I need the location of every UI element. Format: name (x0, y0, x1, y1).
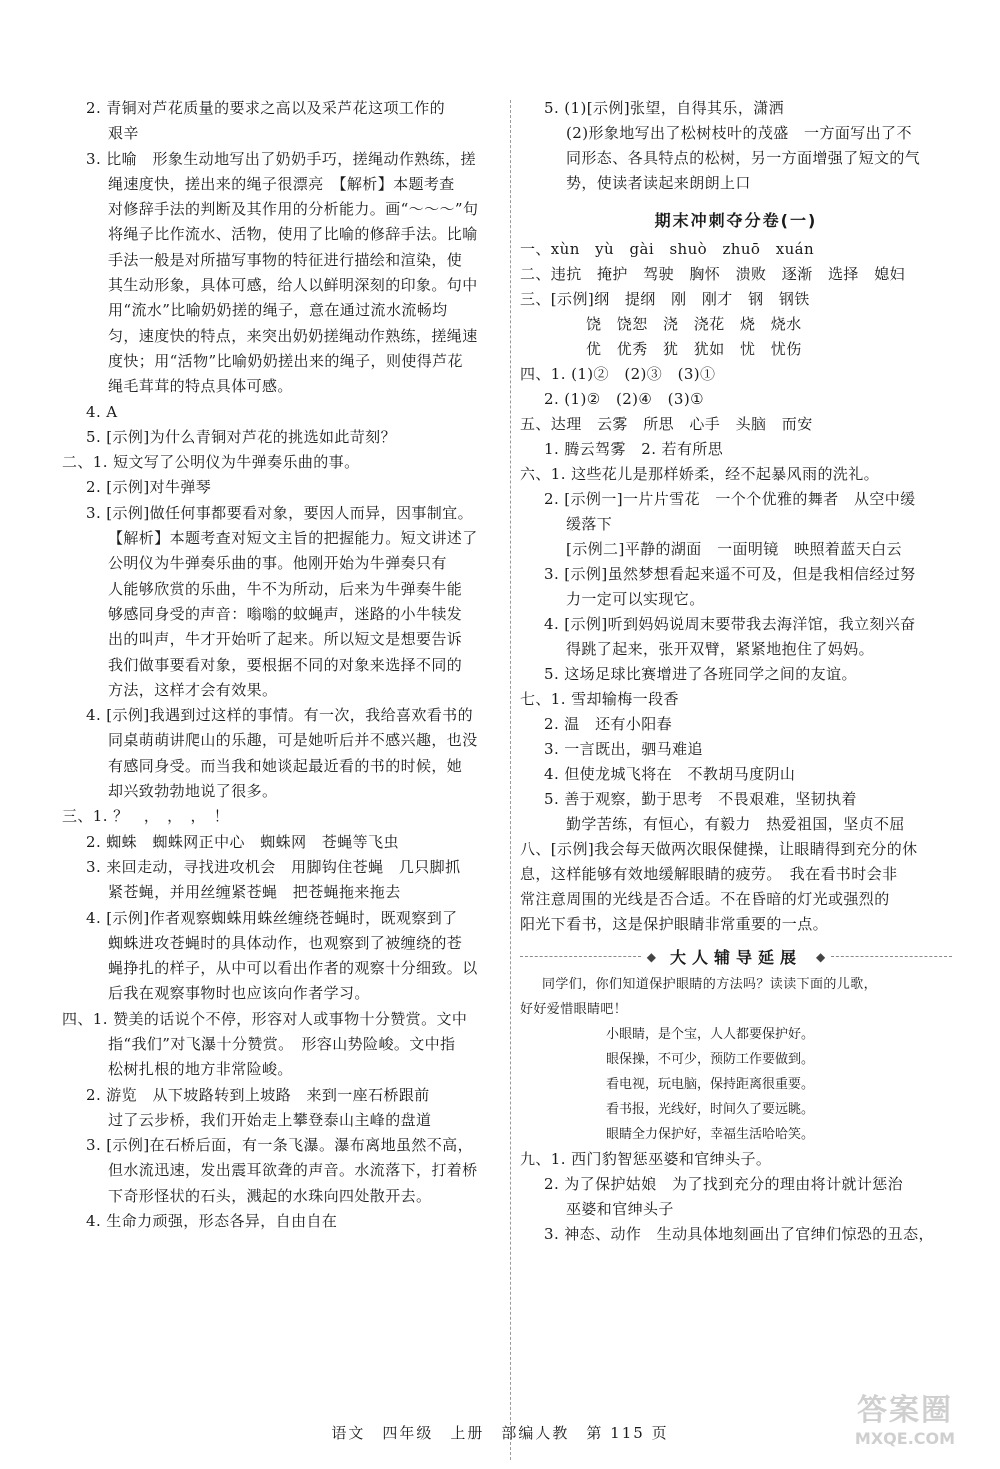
answer-line: 度快；用“活物”比喻奶奶搓出来的绳子，则使得芦花 (108, 351, 463, 370)
banner-rule-left (520, 956, 641, 957)
answer-line: 3. 来回走动，寻找进攻机会 用脚钩住苍蝇 几只脚抓 (86, 857, 461, 876)
answer-line: 二、违抗 掩护 驾驶 胸怀 溃败 逐渐 选择 媳妇 (520, 265, 906, 283)
answer-line: 蜘蛛进攻苍蝇时的具体动作，也观察到了被缠绕的苍 (108, 933, 463, 952)
answer-line: 六、1. 这些花儿是那样娇柔，经不起暴风雨的洗礼。 (520, 465, 880, 483)
nursery-rhyme (520, 1022, 952, 1147)
answer-line: 4. A (86, 402, 118, 421)
answer-line: 3. 神态、动作 生动具体地刻画出了官绅们惊恐的丑态， (544, 1225, 934, 1243)
answer-line: 2. [示例一]一片片雪花 一个个优雅的舞者 从空中缓 (544, 490, 916, 508)
answer-line: (2)形象地写出了松树枝叶的茂盛 一方面写出了不 (566, 124, 912, 142)
poem-line: 看书报，光线好，时间久了要远眺。 (606, 1102, 815, 1117)
answer-line: 2. [示例]对牛弹琴 (86, 478, 212, 497)
answer-line: 2. 为了保护姑娘 为了找到充分的理由将计就计惩治 (544, 1175, 904, 1193)
answer-line: 3. [示例]做任何事都要看对象，要因人而异，因事制宜。 (86, 503, 473, 522)
answer-line: 同桌萌萌讲爬山的乐趣，可是她听后并不感兴趣，也没 (108, 731, 478, 750)
answer-line: 蝇挣扎的样子，从中可以看出作者的观察十分细致。以 (108, 959, 478, 978)
answer-line: 5. 这场足球比赛增进了各班同学之间的友谊。 (544, 665, 857, 683)
answer-line: 四、1. 赞美的话说个不停，形容对人或事物十分赞赏。文中 (62, 1009, 468, 1028)
banner-star-icon: ◆ (646, 949, 656, 964)
answer-line: 勤学苦练，有恒心，有毅力 热爱祖国，坚贞不屈 (566, 815, 905, 833)
answer-line: 常注意周围的光线是否合适。不在昏暗的灯光或强烈的 (520, 890, 890, 908)
answer-line: 阳光下看书，这是保护眼睛非常重要的一点。 (520, 915, 829, 933)
banner-intro-line: 同学们，你们知道保护眼睛的方法吗？读读下面的儿歌， (542, 977, 878, 992)
answer-line: 息，这样能够有效地缓解眼睛的疲劳。 我在看书时会非 (520, 865, 898, 883)
answer-line: 方法，这样才会有效果。 (108, 680, 278, 699)
answer-line: 下奇形怪状的石头，溅起的水珠向四处散开去。 (108, 1186, 432, 1205)
site-watermark (840, 1385, 970, 1457)
answer-line: 一、xùn yù gài shuò zhuō xuán (520, 240, 815, 258)
right-top-answers (520, 96, 952, 196)
answer-line: 4. [示例]我遇到过这样的事情。有一次，我给喜欢看书的 (86, 706, 473, 725)
answer-line: 2. 游览 从下坡路转到上坡路 来到一座石桥跟前 (86, 1085, 430, 1104)
answer-line: 人能够欣赏的乐曲，牛不为所动，后来为牛弹奏牛能 (108, 579, 463, 598)
watermark-url: MXQE.COM (854, 1429, 956, 1448)
answer-line: 却兴致勃勃地说了很多。 (108, 782, 278, 801)
left-column (62, 96, 502, 1234)
banner-intro-line: 好好爱惜眼睛吧！ (520, 1002, 628, 1017)
banner-star-icon: ◆ (816, 949, 826, 964)
answer-line: 【解析】本题考查对短文主旨的把握能力。短文讲述了 (108, 529, 478, 548)
answer-line: 2. (1)② (2)④ (3)① (544, 390, 704, 408)
answer-line: 巫婆和官绅头子 (566, 1200, 674, 1218)
answer-line: 5. [示例]为什么青铜对芦花的挑选如此苛刻？ (86, 427, 396, 446)
answer-line: 4. [示例]听到妈妈说周末要带我去海洋馆，我立刻兴奋 (544, 615, 916, 633)
answer-line: 后我在观察事物时也应该向作者学习。 (108, 984, 370, 1003)
answer-line: 力一定可以实现它。 (566, 590, 705, 608)
answer-line: 四、1. (1)② (2)③ (3)① (520, 365, 716, 383)
answer-line: 紧苍蝇，并用丝缠紧苍蝇 把苍蝇拖来拖去 (108, 883, 401, 902)
answer-line: 过了云步桥，我们开始走上攀登泰山主峰的盘道 (108, 1110, 432, 1129)
answer-line: 3. [示例]在石桥后面，有一条飞瀑。瀑布离地虽然不高， (86, 1136, 473, 1155)
poem-line: 看电视，玩电脑，保持距离很重要。 (606, 1077, 815, 1092)
answer-line: 有感同身受。而当我和她谈起最近看的书的时候，她 (108, 756, 463, 775)
banner-title: 大人辅导延展 (670, 948, 803, 967)
answer-line: 二、1. 短文写了公明仪为牛弹奏乐曲的事。 (62, 453, 360, 472)
answer-line: 3. 比喻 形象生动地写出了奶奶手巧，搓绳动作熟练，搓 (86, 149, 476, 168)
answer-line: 出的叫声，牛才开始听了起来。所以短文是想要告诉 (108, 630, 463, 649)
answer-line: 艰辛 (108, 124, 139, 143)
answer-line: 势，使读者读起来朗朗上口 (566, 174, 751, 192)
tutor-banner (520, 945, 952, 968)
answer-line: 七、1. 雪却输梅一段香 (520, 690, 679, 708)
section-title: 期末冲刺夺分卷(一) (654, 211, 818, 230)
answer-line: 3. 一言既出，驷马难追 (544, 740, 703, 758)
answer-line: 4. 生命力顽强，形态各异，自由自在 (86, 1212, 338, 1231)
answer-line: 松树扎根的地方非常险峻。 (108, 1060, 293, 1079)
poem-line: 小眼睛，是个宝，人人都要保护好。 (606, 1027, 815, 1042)
column-divider (510, 100, 511, 1460)
banner-intro (520, 972, 952, 1022)
answer-line: 九、1. 西门豹智惩巫婆和官绅头子。 (520, 1150, 772, 1168)
answer-line: 八、[示例]我会每天做两次眼保健操，让眼睛得到充分的休 (520, 840, 918, 858)
answer-line: 但水流迅速，发出震耳欲聋的声音。水流落下，打着桥 (108, 1161, 478, 1180)
page-footer: 语文 四年级 上册 部编人教 第 115 页 (331, 1424, 669, 1442)
answer-line: 匀，速度快的特点，来突出奶奶搓绳动作熟练，搓绳速 (108, 326, 478, 345)
answer-line: 公明仪为牛弹奏乐曲的事。他刚开始为牛弹奏只有 (108, 554, 447, 573)
watermark-logo-text: 答案圈 (857, 1393, 953, 1428)
answer-line: 得跳了起来，张开双臂，紧紧地抱住了妈妈。 (566, 640, 875, 658)
answer-line: 三、1. ？ ， ， ， ！ (62, 807, 230, 826)
answer-line: 5. (1)[示例]张望，自得其乐，潇洒 (544, 99, 785, 117)
answer-line: [示例二]平静的湖面 一面明镜 映照着蓝天白云 (566, 540, 902, 558)
right-mid-answers (520, 237, 952, 937)
answer-line: 3. [示例]虽然梦想看起来遥不可及，但是我相信经过努 (544, 565, 916, 583)
answer-line: 饶 饶恕 浇 浇花 烧 烧水 (586, 315, 802, 333)
answer-line: 同形态、各具特点的松树，另一方面增强了短文的气 (566, 149, 921, 167)
answer-line: 三、[示例]纲 提纲 刚 刚才 钢 钢铁 (520, 290, 810, 308)
answer-line: 其生动形象，具体可感，给人以鲜明深刻的印象。句中 (108, 276, 478, 295)
answer-line: 2. 青铜对芦花质量的要求之高以及采芦花这项工作的 (86, 99, 446, 117)
answer-line: 指“我们”对飞瀑十分赞赏。 形容山势险峻。文中指 (108, 1034, 456, 1053)
answer-line: 五、达理 云雾 所思 心手 头脑 而安 (520, 415, 813, 433)
answer-line: 4. [示例]作者观察蜘蛛用蛛丝缠绕苍蝇时，既观察到了 (86, 908, 458, 927)
right-bottom-answers (520, 1147, 952, 1247)
answer-line: 对修辞手法的判断及其作用的分析能力。画“～～～”句 (108, 200, 479, 219)
answer-line: 够感同身受的声音：嗡嗡的蚊蝇声，迷路的小牛犊发 (108, 604, 463, 623)
answer-line: 将绳子比作流水、活物，使用了比喻的修辞手法。比喻 (108, 225, 478, 244)
right-column (520, 96, 952, 1247)
answer-line: 1. 腾云驾雾 2. 若有所思 (544, 440, 724, 458)
poem-line: 眼睛全力保护好，幸福生活哈哈笑。 (606, 1127, 815, 1142)
answer-line: 2. 蜘蛛 蜘蛛网正中心 蜘蛛网 苍蝇等飞虫 (86, 832, 399, 851)
answer-line: 5. 善于观察，勤于思考 不畏艰难，坚韧执着 (544, 790, 857, 808)
poem-line: 眼保操，不可少，预防工作要做到。 (606, 1052, 815, 1067)
answer-line: 绳速度快，搓出来的绳子很漂亮 【解析】本题考查 (108, 174, 455, 193)
banner-rule-right (831, 956, 952, 957)
answer-line: 绳毛茸茸的特点具体可感。 (108, 377, 293, 396)
answer-line: 缓落下 (566, 515, 613, 533)
answer-line: 我们做事要看对象，要根据不同的对象来选择不同的 (108, 655, 463, 674)
answer-line: 用“流水”比喻奶奶搓的绳子，意在通过流水流畅均 (108, 301, 448, 320)
answer-line: 手法一般是对所描写事物的特征进行描绘和渲染，使 (108, 250, 463, 269)
answer-line: 2. 温 还有小阳春 (544, 715, 673, 733)
answer-line: 4. 但使龙城飞将在 不教胡马度阴山 (544, 765, 796, 783)
answer-line: 优 优秀 犹 犹如 忧 忧伤 (586, 340, 802, 358)
